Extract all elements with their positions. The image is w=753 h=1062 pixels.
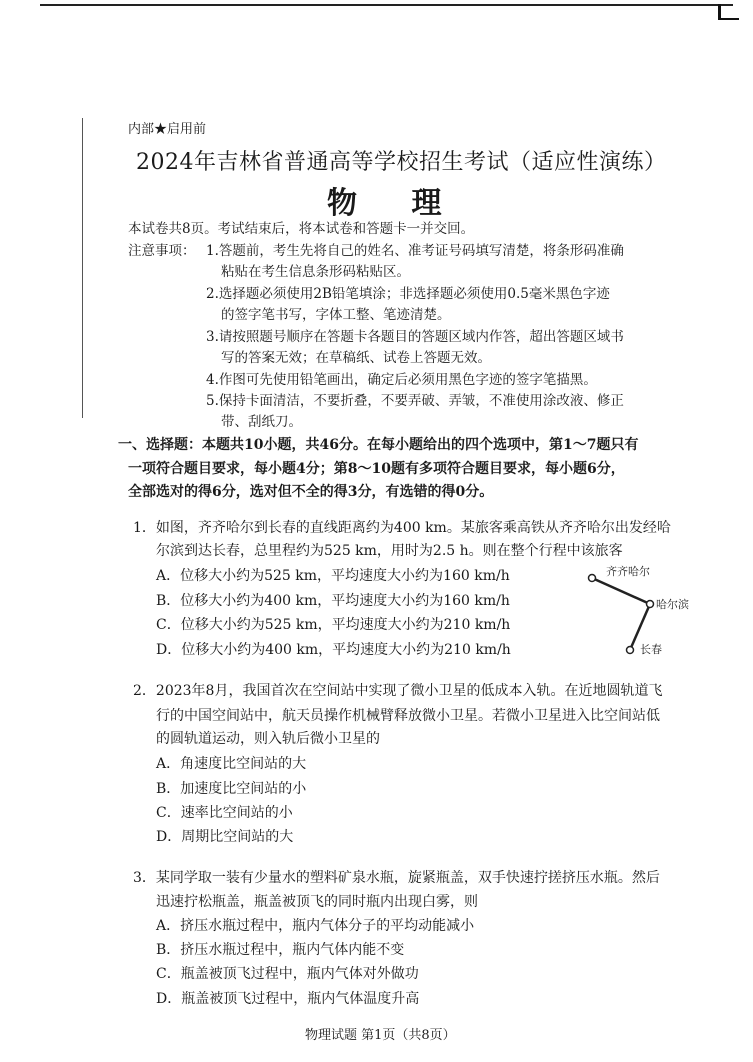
question-1-option-b: B．位移大小约为400 km，平均速度大小约为160 km/h <box>156 593 510 609</box>
question-1-stem-line-2: 尔滨到达长春，总里程约为525 km，用时为2.5 h。则在整个行程中该旅客 <box>156 543 623 559</box>
section-1-line-2: 一项符合题目要求，每小题4分；第8～10题有多项符合题目要求，每小题6分， <box>128 461 625 477</box>
question-2-stem-line-1: 2．2023年8月，我国首次在空间站中实现了微小卫星的低成本入轨。在近地圆轨道飞 <box>133 683 663 699</box>
notes-label: 注意事项： <box>128 243 196 259</box>
section-1-line-1: 一、选择题：本题共10小题，共46分。在每小题给出的四个选项中，第1～7题只有 <box>118 437 639 453</box>
scan-corner-mark <box>718 4 739 20</box>
question-1-stem-line-1: 1．如图，齐齐哈尔到长春的直线距离约为400 km。某旅客乘高铁从齐齐哈尔出发经哈 <box>133 520 671 536</box>
question-1-option-a: A．位移大小约为525 km，平均速度大小约为160 km/h <box>156 568 510 584</box>
question-3-option-d: D．瓶盖被顶飞过程中，瓶内气体温度升高 <box>156 991 420 1007</box>
note-3-line-1: 3.请按照题号顺序在答题卡各题目的答题区域内作答，超出答题区域书 <box>206 329 624 345</box>
question-2-stem-line-3: 的圆轨道运动，则入轨后微小卫星的 <box>156 731 380 747</box>
route-map-figure <box>570 560 720 665</box>
section-1-line-3: 全部选对的得6分，选对但不全的得3分，有选错的得0分。 <box>128 484 494 500</box>
note-2-line-1: 2.选择题必须使用2B铅笔填涂；非选择题必须使用0.5毫米黑色字迹 <box>206 286 610 302</box>
intro-text: 本试卷共8页。考试结束后，将本试卷和答题卡一并交回。 <box>128 221 475 237</box>
question-1-option-c: C．位移大小约为525 km，平均速度大小约为210 km/h <box>156 617 511 633</box>
question-2-option-a: A．角速度比空间站的大 <box>156 756 307 772</box>
subject-title: 物 理 <box>327 186 464 221</box>
page-footer: 物理试题 第1页（共8页） <box>305 1028 456 1043</box>
route-segment-1 <box>592 578 650 604</box>
city-dot-3 <box>627 647 634 654</box>
note-5-line-2: 带、刮纸刀。 <box>221 414 302 430</box>
question-2-stem-line-2: 行的中国空间站中，航天员操作机械臂释放微小卫星。若微小卫星进入比空间站低 <box>156 708 660 724</box>
secrecy-label: 内部★启用前 <box>128 122 207 137</box>
city-label-2: 哈尔滨 <box>656 598 689 611</box>
question-1-option-d: D．位移大小约为400 km，平均速度大小约为210 km/h <box>156 642 511 658</box>
exam-title: 2024年吉林省普通高等学校招生考试（适应性演练） <box>136 150 667 175</box>
question-3-option-b: B．挤压水瓶过程中，瓶内气体内能不变 <box>156 942 405 958</box>
note-2-line-2: 的签字笔书写，字体工整、笔迹清楚。 <box>221 307 451 323</box>
question-3-stem-line-1: 3．某同学取一装有少量水的塑料矿泉水瓶，旋紧瓶盖，双手快速拧搓挤压水瓶。然后 <box>133 870 660 886</box>
note-3-line-2: 写的答案无效；在草稿纸、试卷上答题无效。 <box>221 350 491 366</box>
note-1-line-2: 粘贴在考生信息条形码粘贴区。 <box>221 264 410 280</box>
question-2-option-b: B．加速度比空间站的小 <box>156 781 307 797</box>
scan-top-edge <box>40 4 733 6</box>
question-3-option-a: A．挤压水瓶过程中，瓶内气体分子的平均动能减小 <box>156 918 475 934</box>
question-3-stem-line-2: 迅速拧松瓶盖，瓶盖被顶飞的同时瓶内出现白雾，则 <box>156 894 478 910</box>
question-2-option-d: D．周期比空间站的大 <box>156 829 294 845</box>
city-dot-1 <box>589 575 596 582</box>
city-label-3: 长春 <box>640 643 662 656</box>
margin-rule <box>82 118 83 418</box>
note-5-line-1: 5.保持卡面清洁，不要折叠，不要弄破、弄皱，不准使用涂改液、修正 <box>206 393 624 409</box>
note-1-line-1: 1.答题前，考生先将自己的姓名、准考证号码填写清楚，将条形码准确 <box>206 243 624 259</box>
city-dot-2 <box>647 601 654 608</box>
question-2-option-c: C．速率比空间站的小 <box>156 805 293 821</box>
note-4-line-1: 4.作图可先使用铅笔画出，确定后必须用黑色字迹的签字笔描黑。 <box>206 372 597 388</box>
city-label-1: 齐齐哈尔 <box>606 565 650 578</box>
question-3-option-c: C．瓶盖被顶飞过程中，瓶内气体对外做功 <box>156 966 419 982</box>
